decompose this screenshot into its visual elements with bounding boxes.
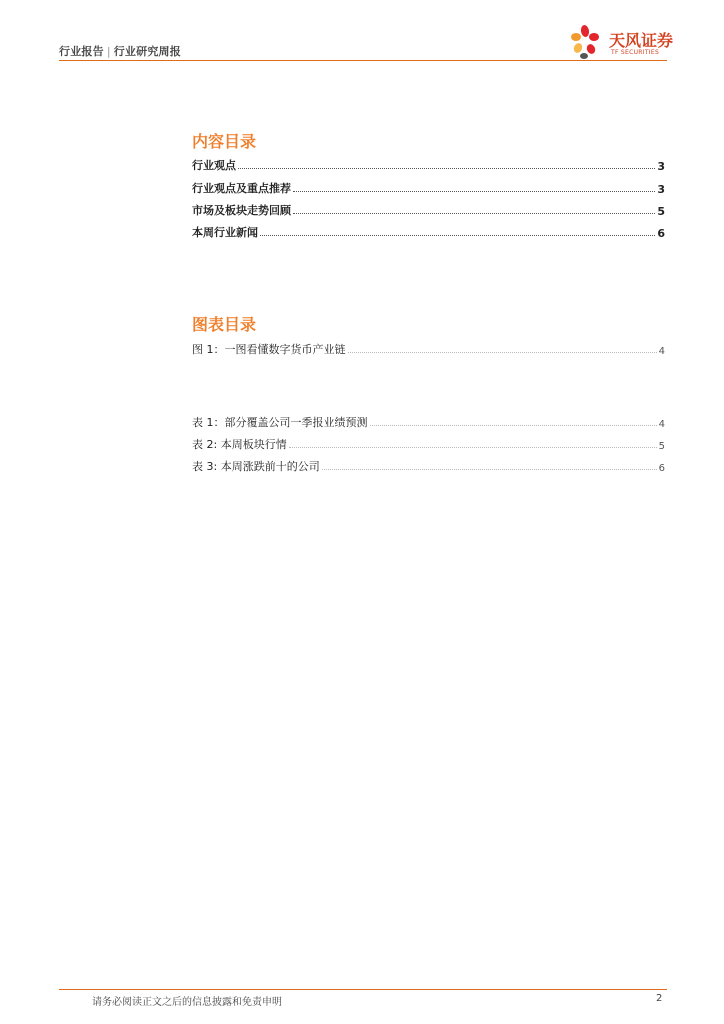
report-header (59, 43, 181, 59)
toc-dot-leader (293, 213, 655, 214)
toc-item-page: 3 (657, 183, 665, 196)
figures-tables-title: 图表目录 (192, 315, 257, 334)
footer-divider (59, 989, 667, 990)
toc-dot-leader (260, 235, 655, 236)
logo-name-cn: 天风证券 (609, 31, 674, 50)
toc-table-2[interactable] (192, 436, 665, 452)
toc-item-label: 本周行业新闻 (192, 226, 258, 239)
toc-item-weekly-news[interactable] (192, 224, 665, 240)
toc-item-page: 6 (657, 227, 665, 240)
footer-disclaimer: 请务必阅读正文之后的信息披露和免责申明 (92, 997, 282, 1008)
toc-item-page: 4 (658, 419, 665, 430)
logo-name-en: TF SECURITIES (611, 49, 660, 56)
toc-figure-1[interactable] (192, 341, 665, 357)
toc-item-label: 表 3: 本周涨跌前十的公司 (192, 460, 320, 473)
contents-title: 内容目录 (192, 132, 257, 151)
toc-item-industry-view[interactable] (192, 157, 665, 173)
toc-item-label: 表 2: 本周板块行情 (192, 438, 287, 451)
toc-item-label: 图 1：一图看懂数字货币产业链 (192, 343, 346, 356)
toc-item-page: 5 (658, 441, 665, 452)
toc-item-label: 表 1：部分覆盖公司一季报业绩预测 (192, 416, 368, 429)
toc-dot-leader (238, 168, 655, 169)
toc-item-page: 3 (657, 160, 665, 173)
toc-item-label: 市场及板块走势回顾 (192, 204, 291, 217)
toc-item-page: 4 (658, 346, 665, 357)
flower-logo-icon (567, 22, 609, 62)
toc-dot-leader (293, 191, 655, 192)
toc-dot-leader (370, 425, 657, 426)
toc-dot-leader (322, 469, 657, 470)
toc-dot-leader (289, 447, 657, 448)
toc-item-label: 行业观点 (192, 159, 236, 172)
toc-table-1[interactable] (192, 414, 665, 430)
toc-table-3[interactable] (192, 458, 665, 474)
header-separator: | (106, 45, 111, 58)
report-category: 行业报告 (59, 45, 104, 58)
toc-item-page: 5 (657, 205, 665, 218)
toc-dot-leader (348, 352, 657, 353)
footer-page-number: 2 (656, 993, 663, 1004)
toc-item-market-review[interactable] (192, 202, 665, 218)
report-subtitle: 行业研究周报 (113, 45, 181, 58)
toc-item-recommendations[interactable] (192, 180, 665, 196)
toc-item-page: 6 (658, 463, 665, 474)
tf-securities-logo (567, 22, 677, 62)
toc-item-label: 行业观点及重点推荐 (192, 182, 291, 195)
